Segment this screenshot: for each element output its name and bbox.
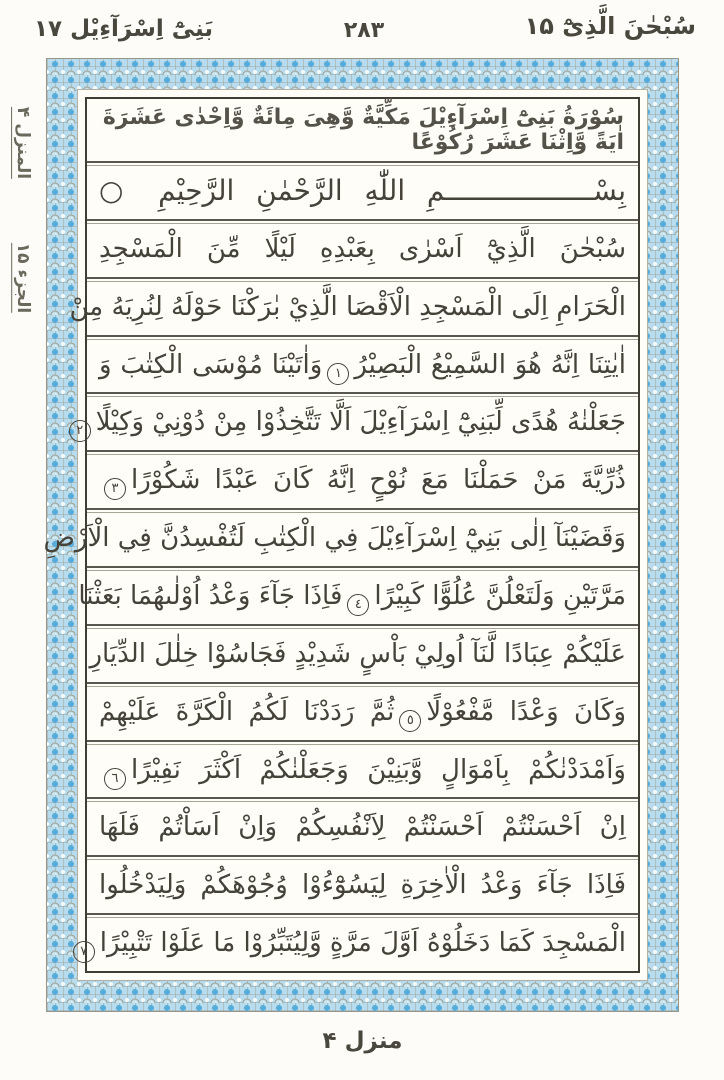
quran-text-box [43,97,640,973]
margin-label-manzil [0,88,44,198]
ornamental-border-frame [43,58,679,1012]
ayah-number-marker: ٦ [104,768,126,790]
quran-page [4,0,724,1080]
quran-line: اٰيٰتِنَا اِنَّهُ هُوَ السَّمِيْعُ الْبَصِيْرُ١وَاٰتَيْنَا مُوْسَى الْكِتٰبَ وَ [87,340,638,393]
quran-line: الْحَرَامِ اِلَى الْمَسْجِدِ الْاَقْصَا الَّذِيْ بٰرَكْنَا حَوْلَهُ لِنُرِيَهُ مِنْ [69,291,626,322]
inner-margin [43,89,648,981]
ayah-number-marker: ٢ [69,420,91,442]
quran-line: سُبْحٰنَ الَّذِيْٓ اَسْرٰى بِعَبْدِهِ لَيْلًا مِّنَ الْمَسْجِدِ [99,233,626,264]
header-page-number: ۲۸۳ [343,18,385,43]
quran-line: اِنْ اَحْسَنْتُمْ اَحْسَنْتُمْ لِاَنْفُسِكُمْ وَاِنْ اَسَاْتُمْ فَلَهَا [99,812,626,843]
header-surah-name: بَنِیْٓ اِسْرَآءِیْل ۱۷ [34,16,214,42]
margin-label-juz-text: الجزء ۱۵ [12,242,33,314]
ayah-number-marker: ٤ [347,594,369,616]
quran-line: مَرَّتَيْنِ وَلَتَعْلُنَّ عُلُوًّا كَبِيْرًا٤فَاِذَا جَآءَ وَعْدُ اُوْلٰىهُمَا بَعَثْنَا [87,571,638,624]
quran-line: جَعَلْنٰهُ هُدًى لِّبَنِيْٓ اِسْرَآءِيْلَ اَلَّا تَتَّخِذُوْا مِنْ دُوْنِيْ وَكِيْلًا٢ [87,397,638,450]
ayah-number-marker: ٧ [73,941,95,963]
margin-label-manzil-text: المنزل ۴ [13,106,33,180]
quran-line: بِسْــــــــــــــــــمِ اللّٰهِ الرَّحْمٰنِ الرَّحِيْمِ ○ [99,174,626,207]
ayah-number-marker: ٣ [104,478,126,500]
quran-line: الْمَسْجِدَ كَمَا دَخَلُوْهُ اَوَّلَ مَرَّةٍ وَّلِيُتَبِّرُوْا مَا عَلَوْا تَتْبِيْرًا٧ [87,918,638,971]
header-juz-name: سُبْحٰنَ الَّذِیْٓ ۱۵ [524,12,696,40]
quran-line: عَلَيْكُمْ عِبَادًا لَّنَآ اُولِيْ بَاْسٍ شَدِيْدٍ فَجَاسُوْا خِلٰلَ الدِّيَارِ [89,638,626,669]
quran-line: وَاَمْدَدْنٰكُمْ بِاَمْوَالٍ وَّبَنِيْنَ وَجَعَلْنٰكُمْ اَكْثَرَ نَفِيْرًا٦ [87,745,638,798]
surah-title-calligraphy: سُوْرَةُ بَنِیْٓ اِسْرَآءِیْلَ مَکِّیَّةٌ وَّهِیَ مِائَةٌ وَّاِحْدٰی عَشَرَةَ اٰیَةً وَّاِثْنَا عَشَرَ رُکُوْعًا [102,105,624,155]
footer-manzil-label: منزل ۴ [322,1028,403,1054]
ayah-number-marker: ٥ [399,710,421,732]
quran-line: فَاِذَا جَآءَ وَعْدُ الْاٰخِرَةِ لِيَسُوْٓءُوْا وُجُوْهَكُمْ وَلِيَدْخُلُوا [99,870,626,901]
quran-line: ذُرِّيَّةَ مَنْ حَمَلْنَا مَعَ نُوْحٍ اِنَّهُ كَانَ عَبْدًا شَكُوْرًا٣ [87,455,638,508]
quran-line: وَكَانَ وَعْدًا مَّفْعُوْلًا٥ثُمَّ رَدَدْنَا لَكُمُ الْكَرَّةَ عَلَيْهِمْ [87,687,638,740]
margin-label-juz [0,228,44,328]
quran-line: وَقَضَيْنَآ اِلٰى بَنِيْٓ اِسْرَآءِيْلَ فِي الْكِتٰبِ لَتُفْسِدُنَّ فِي الْاَرْضِ [43,523,626,554]
ayah-number-marker: ١ [327,363,349,385]
